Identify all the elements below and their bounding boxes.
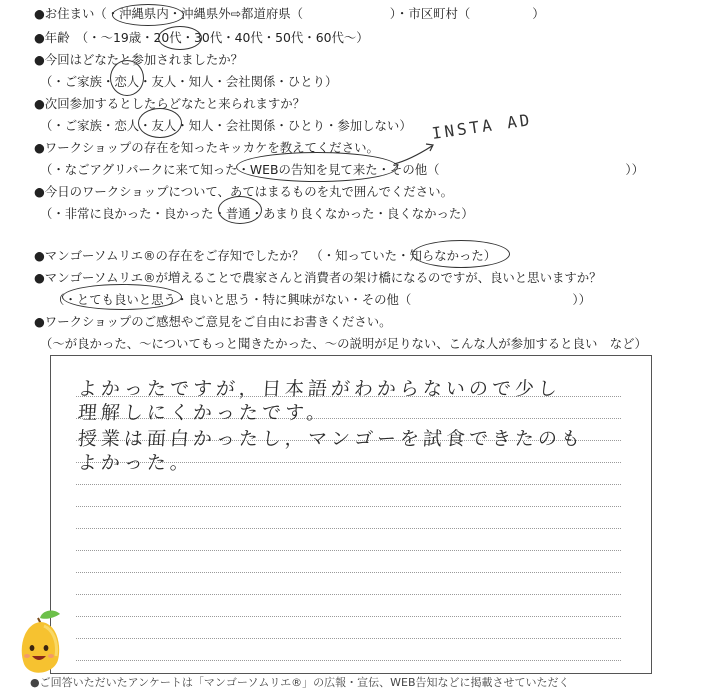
arrow-icon [392, 140, 438, 166]
bridge-options: （・とても良いと思う・良いと思う・特に興味がない・その他（ ）） [52, 292, 591, 307]
sommelier-question: ●マンゴーソムリエ®の存在をご存知でしたか？ （・知っていた・知らなかった） [34, 248, 497, 263]
next-companion-question: ●次回参加するとしたらどなたと来られますか？ [34, 96, 306, 111]
residence-question: ●お住まい（・沖縄県内・沖縄県外⇨都道府県（ ）・市区町村（ ） [34, 6, 545, 21]
ruled-line [76, 572, 621, 573]
ruled-line [76, 484, 621, 485]
trigger-question: ●ワークショップの存在を知ったキッカケを教えてください。 [34, 140, 379, 155]
handwritten-comment-line: よかったですが，日本語がわからないので少し [77, 378, 562, 400]
trigger-options: （・なごアグリパークに来て知った・WEBの告知を見て来た・その他（ ）） [40, 162, 644, 177]
ruled-line [76, 616, 621, 617]
rating-question: ●今日のワークショップについて、あてはまるものを丸で囲んでください。 [34, 184, 453, 199]
ruled-line [76, 528, 621, 529]
companion-options: （・ご家族・恋人・友人・知人・会社関係・ひとり） [40, 74, 338, 89]
footer-note: ●ご回答いただいたアンケートは「マンゴーソムリエ®」の広報・宣伝、WEB告知などに掲載させていただく [30, 676, 570, 689]
impression-question: ●ワークショップのご感想やご意見をご自由にお書きください。 [34, 314, 392, 329]
age-question: ●年齢 （・〜19歳・20代・30代・40代・50代・60代〜） [34, 30, 369, 45]
ruled-line [76, 506, 621, 507]
companion-question: ●今回はどなたと参加されましたか？ [34, 52, 244, 67]
ruled-line [76, 550, 621, 551]
ruled-line [76, 638, 621, 639]
handwritten-comment-line: よかった。 [77, 452, 194, 474]
impression-hint: （〜が良かった、〜についてもっと聞きたかった、〜の説明が足りない、こんな人が参加すると良い など） [40, 336, 647, 351]
handwritten-comment-line: 授業は面白かったし，マンゴーを試食できたのも [77, 428, 585, 450]
bridge-question: ●マンゴーソムリエ®が増えることで農家さんと消費者の架け橋になるのですが、良いと思いますか？ [34, 270, 602, 285]
mango-mascot-icon [14, 604, 68, 680]
handwritten-comment-line: 理解しにくかったです。 [77, 402, 331, 424]
handwritten-insta-note: INSTA AD [430, 110, 534, 143]
next-companion-options: （・ご家族・恋人・友人・知人・会社関係・ひとり・参加しない） [40, 118, 412, 133]
ruled-line [76, 594, 621, 595]
ruled-line [76, 660, 621, 661]
rating-options: （・非常に良かった・良かった・普通・あまり良くなかった・良くなかった） [40, 206, 474, 221]
